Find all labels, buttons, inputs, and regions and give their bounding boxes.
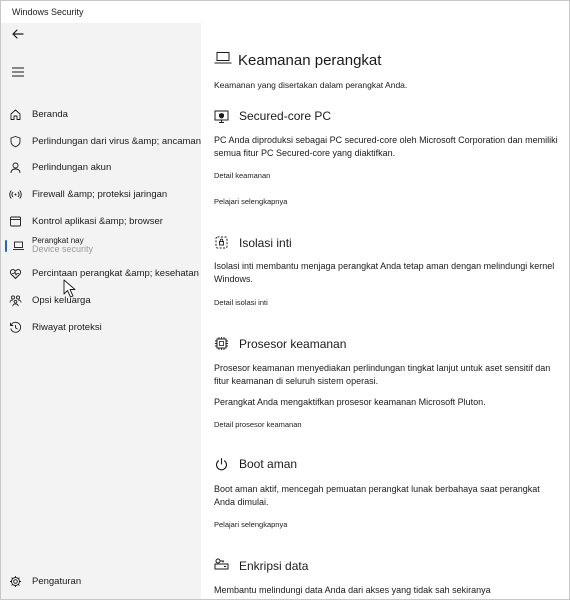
active-indicator [5,240,7,252]
section-desc-core-isolation: Isolasi inti membantu menjaga perangkat Anda tetap aman dengan melindungi kernel Windows. [214,261,555,284]
shield-icon [9,135,22,148]
home-icon [9,108,22,121]
page-title: Keamanan perangkat [238,52,382,69]
chip-icon [214,336,229,351]
sidebar-item-label: Perangkat nay [32,236,84,245]
sidebar-item-account-protection[interactable] [1,157,201,179]
sidebar-item-device-security[interactable] [1,235,201,257]
learn-more-link[interactable]: Pelajari selengkapnya [214,197,288,206]
sidebar-item-label: Perlindungan akun [32,162,112,173]
sidebar-item-label: Riwayat proteksi [32,322,102,333]
sidebar-item-ghost-label: Device security [32,244,94,254]
power-icon [214,457,229,472]
hamburger-icon [9,63,27,81]
family-icon [9,294,22,307]
section-title-secure-boot: Boot aman [239,457,298,471]
laptop-icon [214,51,232,65]
sidebar-item-device-health[interactable] [1,263,201,285]
wifi-icon [9,188,22,201]
section-title-core-isolation: Isolasi inti [239,236,292,250]
section-desc-encryption: Membantu melindungi data Anda dari akses yang tidak sah sekiranya [214,585,491,595]
back-button[interactable] [9,25,27,43]
history-icon [9,321,22,334]
gear-icon [9,575,22,588]
sidebar-item-family-options[interactable] [1,290,201,312]
person-icon [9,161,22,174]
section-title-security-processor: Prosesor keamanan [239,337,347,351]
arrow-left-icon [9,25,27,43]
sidebar-item-label: Kontrol aplikasi &amp; browser [32,216,163,227]
sidebar-item-app-browser-control[interactable] [1,211,201,233]
menu-button[interactable] [9,63,27,81]
section-desc-security-processor: Prosesor keamanan menyediakan perlindungan tingkat lanjut untuk aset sensitif dan fitur keamanan di seluruh sistem operasi. [214,363,551,386]
sidebar-item-firewall[interactable] [1,184,201,206]
sidebar-item-virus-protection[interactable] [1,131,201,153]
security-processor-details-link[interactable]: Detail prosesor keamanan [214,420,302,429]
core-isolation-icon [214,235,229,250]
section-title-encryption: Enkripsi data [239,559,309,573]
sidebar-item-home[interactable] [1,104,201,126]
window-title: Windows Security [12,7,84,17]
sidebar-nav [1,23,201,599]
secured-pc-icon [214,109,229,124]
sidebar-item-label: Perlindungan dari virus &amp; ancaman [32,136,201,147]
mouse-cursor-icon [63,279,81,299]
sidebar-item-label: Firewall &amp; proteksi jaringan [32,189,168,200]
sidebar-item-label: Beranda [32,109,68,120]
core-isolation-details-link[interactable]: Detail isolasi inti [214,298,268,307]
page-subtitle: Keamanan yang disertakan dalam perangkat Anda. [214,80,408,90]
section-desc-pluton: Perangkat Anda mengaktifkan prosesor keamanan Microsoft Pluton. [214,397,486,407]
sidebar-item-protection-history[interactable] [1,317,201,339]
secure-boot-learn-more-link[interactable]: Pelajari selengkapnya [214,520,288,529]
section-title-secured-core: Secured-core PC [239,109,332,123]
section-desc-secured-core: PC Anda diproduksi sebagai PC secured-core oleh Microsoft Corporation dan memiliki semua fitur PC Secured-core yang diaktifkan. [214,135,558,158]
section-desc-secure-boot: Boot aman aktif, mencegah pemuatan perangkat lunak berbahaya saat perangkat Anda dimulai. [214,484,540,507]
sidebar-item-label: Opsi keluarga [32,295,91,306]
key-drive-icon [214,557,229,572]
heart-pulse-icon [9,267,22,280]
laptop-icon [12,239,25,252]
title-bar [1,1,569,23]
sidebar-item-settings[interactable] [1,571,201,593]
sidebar-item-label: Pengaturan [32,576,82,587]
main-content [201,23,570,599]
app-window-icon [9,215,22,228]
sidebar-item-label: Percintaan perangkat &amp; kesehatan [32,268,199,279]
security-details-link[interactable]: Detail keamanan [214,171,271,180]
